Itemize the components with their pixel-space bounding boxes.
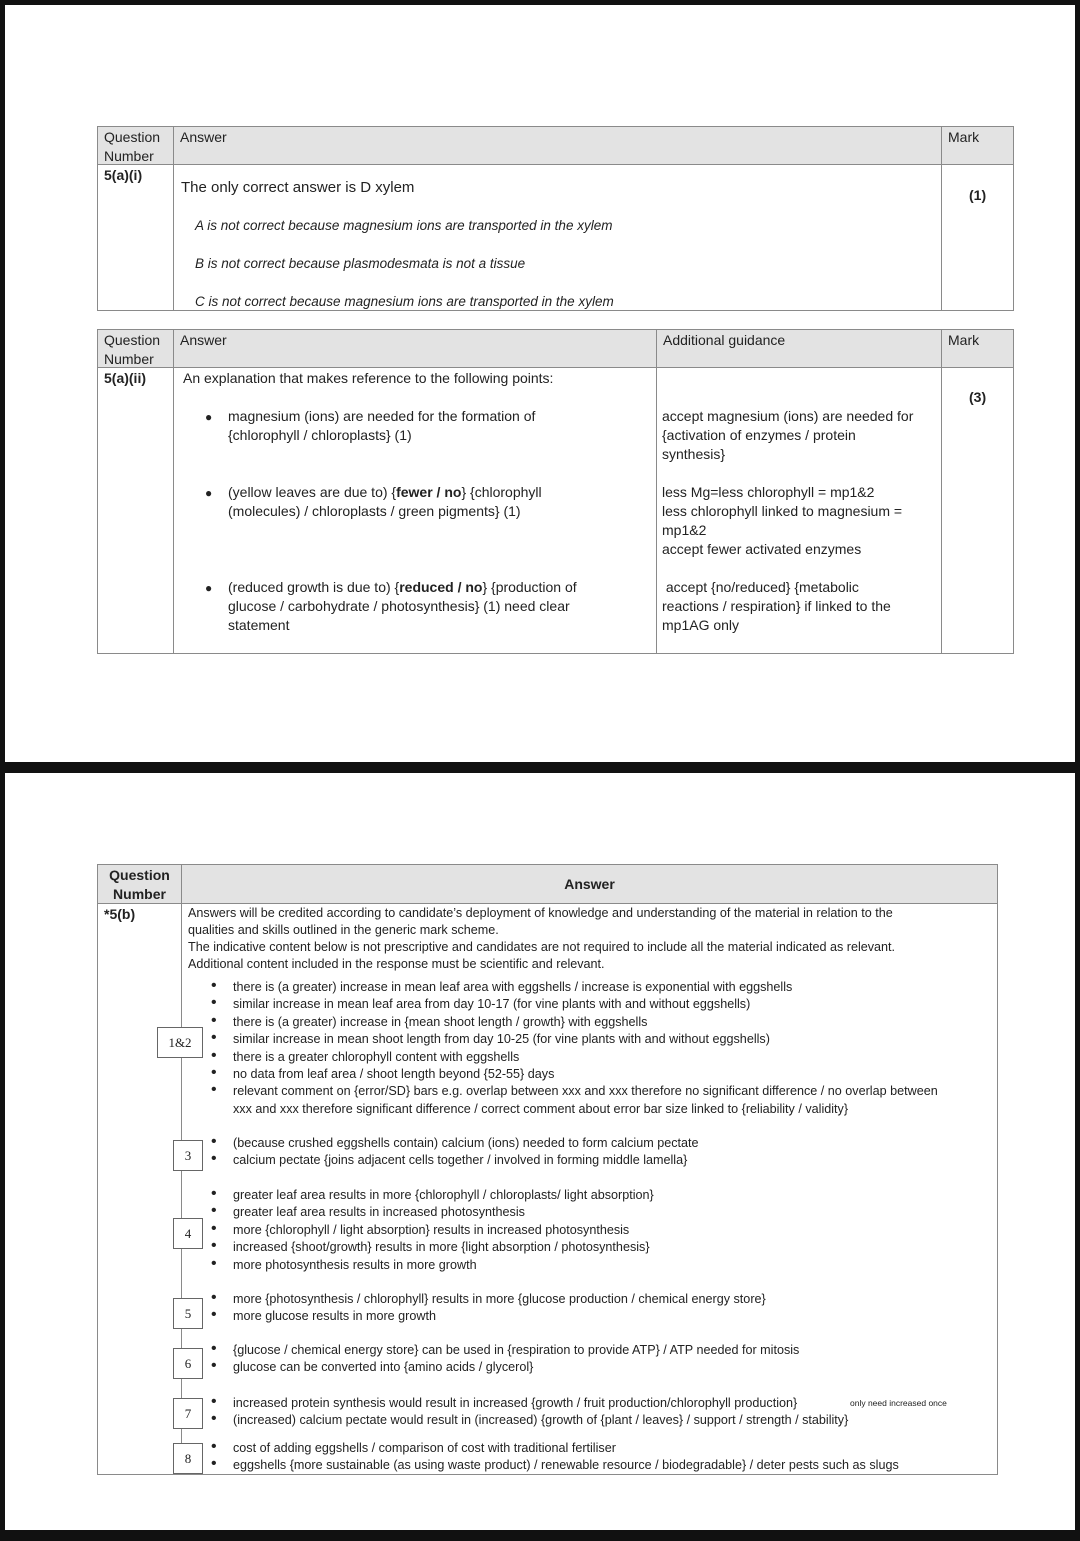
question-number: *5(b) xyxy=(104,906,136,922)
header-text: Number xyxy=(104,351,154,367)
indicative-point: more photosynthesis results in more growth xyxy=(233,1257,477,1272)
point-3-line xyxy=(228,578,577,597)
indicative-point: (increased) calcium pectate would result in (increased) {growth of {plant / leaves} / support / strength / stability} xyxy=(233,1413,849,1428)
guidance-line: {activation of enzymes / protein xyxy=(662,427,856,443)
header-question-number xyxy=(97,329,174,368)
column-divider xyxy=(181,903,182,1475)
indicative-point: {glucose / chemical energy store} can be used in {respiration to provide ATP} / ATP needed for mitosis xyxy=(233,1343,800,1357)
question-number-cell xyxy=(97,164,174,311)
mark-level-box: 1&2 xyxy=(157,1027,203,1058)
bullet-icon: • xyxy=(211,1219,217,1237)
header-text: Number xyxy=(113,886,166,902)
bold-text: fewer / no xyxy=(396,484,462,500)
bullet-icon: • xyxy=(211,1289,217,1306)
guidance-line: accept magnesium (ions) are needed for xyxy=(662,408,914,424)
indicative-point: (because crushed eggshells contain) calcium (ions) needed to form calcium pectate xyxy=(233,1136,699,1150)
mark-value: (1) xyxy=(969,187,987,203)
bullet-icon: • xyxy=(211,1237,217,1255)
bullet-icon: ● xyxy=(205,581,213,595)
guidance-line: synthesis} xyxy=(662,446,726,462)
header-mark xyxy=(941,126,1014,165)
guidance-cell xyxy=(656,367,942,654)
bullet-icon: • xyxy=(211,1029,217,1047)
mark-cell xyxy=(941,367,1014,654)
indicative-point: greater leaf area results in more {chlorophyll / chloroplasts/ light absorption} xyxy=(233,1188,654,1202)
bullet-icon: • xyxy=(211,1202,217,1220)
bold-text: reduced / no xyxy=(399,579,483,595)
mark-level-box: 4 xyxy=(173,1218,203,1249)
question-number: 5(a)(ii) xyxy=(104,370,146,386)
bullet-icon: • xyxy=(211,1306,217,1324)
answer-cell xyxy=(173,164,942,311)
mark-value: (3) xyxy=(969,389,987,405)
indicative-point: increased {shoot/growth} results in more {light absorption / photosynthesis} xyxy=(233,1240,650,1255)
point-1-line: {chlorophyll / chloroplasts} (1) xyxy=(228,427,412,443)
reason-b: B is not correct because plasmodesmata is not a tissue xyxy=(195,256,526,271)
bullet-icon: • xyxy=(211,1081,217,1099)
intro-line: Answers will be credited according to candidate’s deployment of knowledge and understanding of the material in relation to the xyxy=(188,906,893,920)
bullet-icon: • xyxy=(211,1340,217,1357)
indicative-point: more glucose results in more growth xyxy=(233,1309,436,1324)
indicative-point: increased protein synthesis would result in increased {growth / fruit production/chlorophyll production} xyxy=(233,1396,798,1410)
question-number: 5(a)(i) xyxy=(104,167,143,183)
question-number-cell xyxy=(97,367,174,654)
bullet-icon: • xyxy=(211,977,217,994)
header-text: Answer xyxy=(180,332,227,348)
reason-c: C is not correct because magnesium ions are transported in the xylem xyxy=(195,294,614,309)
indicative-point: there is (a greater) increase in mean leaf area with eggshells / increase is exponential with eggshells xyxy=(233,980,793,994)
intro-line: qualities and skills outlined in the generic mark scheme. xyxy=(188,923,499,937)
header-guidance xyxy=(656,329,942,368)
mark-level-box: 6 xyxy=(173,1348,203,1379)
header-text: Number xyxy=(104,148,154,164)
header-question-number xyxy=(97,126,174,165)
correct-answer: The only correct answer is D xylem xyxy=(181,179,415,196)
indicative-point: no data from leaf area / shoot length beyond {52-55} days xyxy=(233,1067,555,1081)
header-answer xyxy=(173,329,657,368)
mark-level-box: 5 xyxy=(173,1298,203,1329)
bullet-icon: • xyxy=(211,1150,217,1168)
guidance-line: mp1AG only xyxy=(662,617,740,633)
answer-cell xyxy=(173,367,657,654)
bullet-icon: • xyxy=(211,1011,217,1029)
point-1-line: magnesium (ions) are needed for the formation of xyxy=(228,408,536,424)
point-3-line: statement xyxy=(228,617,290,633)
guidance-line: less chlorophyll linked to magnesium = xyxy=(662,503,903,519)
mark-level-box: 7 xyxy=(173,1398,203,1429)
bullet-icon: • xyxy=(211,1133,217,1150)
guidance-line: accept {no/reduced} {metabolic xyxy=(662,579,859,595)
text: } {chlorophyll xyxy=(461,484,542,500)
guidance-line: reactions / respiration} if linked to the xyxy=(662,598,891,614)
indicative-point: relevant comment on {error/SD} bars e.g. overlap between xxx and xxx therefore no significant difference / no overlap between xyxy=(233,1084,938,1099)
bullet-icon: • xyxy=(211,1254,217,1272)
bullet-icon: • xyxy=(211,1410,217,1428)
indicative-point: calcium pectate {joins adjacent cells together / involved in forming middle lamella} xyxy=(233,1153,688,1168)
bullet-icon: • xyxy=(211,1064,217,1081)
intro-line: Additional content included in the response must be scientific and relevant. xyxy=(188,957,605,971)
bullet-icon: • xyxy=(211,1357,217,1375)
guidance-line: accept fewer activated enzymes xyxy=(662,541,862,557)
text: } {production of xyxy=(482,579,577,595)
marker-note: only need increased once xyxy=(850,1398,947,1408)
mark-level-box: 8 xyxy=(173,1443,203,1474)
text: (reduced growth is due to) { xyxy=(228,579,400,595)
page-1 xyxy=(5,5,1075,762)
intro-line: The indicative content below is not prescriptive and candidates are not required to include all the material indicated as relevant. xyxy=(188,940,896,954)
header-text: Answer xyxy=(180,129,227,145)
bullet-icon: ● xyxy=(205,410,213,424)
header-answer xyxy=(173,126,942,165)
header-question-number xyxy=(97,864,182,904)
bullet-icon: • xyxy=(211,1185,217,1202)
indicative-point: more {chlorophyll / light absorption} results in increased photosynthesis xyxy=(233,1222,630,1237)
bullet-icon: ● xyxy=(205,486,213,500)
header-text: Mark xyxy=(948,129,980,145)
answer-intro: An explanation that makes reference to the following points: xyxy=(183,370,554,386)
guidance-line: less Mg=less chlorophyll = mp1&2 xyxy=(662,484,875,500)
header-text: Additional guidance xyxy=(663,332,786,348)
bullet-icon: • xyxy=(211,1393,217,1410)
indicative-point: greater leaf area results in increased photosynthesis xyxy=(233,1205,525,1220)
bullet-icon: • xyxy=(211,1438,217,1455)
bullet-icon: • xyxy=(211,1455,217,1473)
indicative-point: similar increase in mean leaf area from day 10-17 (for vine plants with and without eggshells) xyxy=(233,997,751,1012)
indicative-point: there is (a greater) increase in {mean shoot length / growth} with eggshells xyxy=(233,1014,648,1029)
indicative-point: eggshells {more sustainable (as using waste product) / renewable resource / biodegradable} / deter pests such as slugs xyxy=(233,1458,899,1473)
header-text: Question xyxy=(104,332,161,348)
mark-level-box: 3 xyxy=(173,1140,203,1171)
indicative-point: glucose can be converted into {amino acids / glycerol} xyxy=(233,1360,534,1375)
header-text: Answer xyxy=(564,876,615,892)
indicative-point: similar increase in mean shoot length from day 10-25 (for vine plants with and without eggshells) xyxy=(233,1032,770,1047)
bullet-icon: • xyxy=(211,1046,217,1064)
indicative-point: more {photosynthesis / chlorophyll} results in more {glucose production / chemical energy store} xyxy=(233,1292,766,1306)
point-2-line: (molecules) / chloroplasts / green pigments} (1) xyxy=(228,503,521,519)
guidance-line: mp1&2 xyxy=(662,522,707,538)
reason-a: A is not correct because magnesium ions are transported in the xylem xyxy=(195,218,613,233)
header-answer xyxy=(181,864,998,904)
bullet-icon: • xyxy=(211,994,217,1012)
point-3-line: glucose / carbohydrate / photosynthesis} (1) need clear xyxy=(228,598,570,614)
mark-cell xyxy=(941,164,1014,311)
indicative-point: cost of adding eggshells / comparison of cost with traditional fertiliser xyxy=(233,1441,616,1455)
header-mark xyxy=(941,329,1014,368)
header-text: Question xyxy=(109,867,170,883)
indicative-point: there is a greater chlorophyll content with eggshells xyxy=(233,1049,520,1064)
point-2-line xyxy=(228,483,542,502)
text: (yellow leaves are due to) { xyxy=(228,484,397,500)
indicative-point: xxx and xxx therefore significant difference / correct comment about error bar size linked to {reliability / validity} xyxy=(233,1101,849,1116)
header-text: Question xyxy=(104,129,161,145)
header-text: Mark xyxy=(948,332,980,348)
page-2 xyxy=(5,773,1075,1530)
